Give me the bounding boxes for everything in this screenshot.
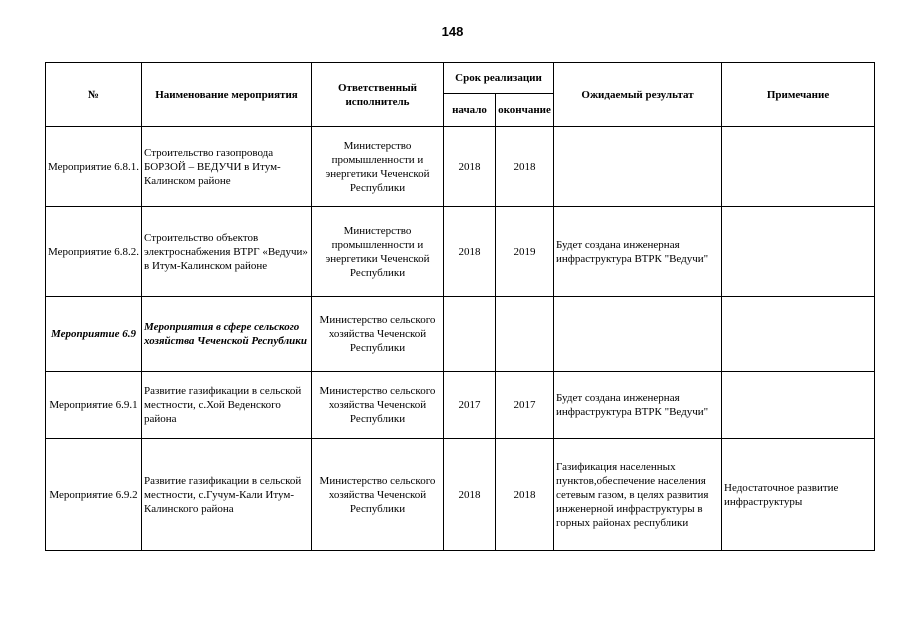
row-activity-name: Развитие газификации в сельской местности, с.Хой Веденского района (142, 372, 312, 439)
header-activity-name: Наименование мероприятия (142, 63, 312, 127)
row-executor: Министерство сельского хозяйства Чеченской Республики (312, 439, 444, 551)
row-number: Мероприятие 6.9 (46, 297, 142, 372)
table-row (46, 439, 875, 551)
row-executor: Министерство сельского хозяйства Чеченской Республики (312, 297, 444, 372)
header-end: окончание (496, 94, 554, 127)
row-end: 2018 (496, 127, 554, 207)
header-number: № (46, 63, 142, 127)
row-end: 2019 (496, 207, 554, 297)
row-end: 2017 (496, 372, 554, 439)
row-expected-result (554, 127, 722, 207)
activities-table (45, 62, 875, 551)
row-note: Недостаточное развитие инфраструктуры (722, 439, 875, 551)
row-start: 2018 (444, 127, 496, 207)
row-executor: Министерство сельского хозяйства Чеченской Республики (312, 372, 444, 439)
table-row-section (46, 297, 875, 372)
row-start: 2018 (444, 439, 496, 551)
table-row (46, 207, 875, 297)
header-expected-result: Ожидаемый результат (554, 63, 722, 127)
row-number: Мероприятие 6.9.1 (46, 372, 142, 439)
row-number: Мероприятие 6.8.1. (46, 127, 142, 207)
row-end: 2018 (496, 439, 554, 551)
row-number: Мероприятие 6.8.2. (46, 207, 142, 297)
row-number: Мероприятие 6.9.2 (46, 439, 142, 551)
row-expected-result: Газификация населенных пунктов,обеспечение населения сетевым газом, в целях развития инженерной инфраструктуры в горных районах республики (554, 439, 722, 551)
row-activity-name: Строительство газопровода БОРЗОЙ – ВЕДУЧИ в Итум-Калинском районе (142, 127, 312, 207)
row-expected-result (554, 297, 722, 372)
table-row (46, 127, 875, 207)
header-period: Срок реализации (444, 63, 554, 94)
header-start: начало (444, 94, 496, 127)
row-activity-name: Мероприятия в сфере сельского хозяйства Чеченской Республики (142, 297, 312, 372)
row-start (444, 297, 496, 372)
row-start: 2018 (444, 207, 496, 297)
row-expected-result: Будет создана инженерная инфраструктура ВТРК "Ведучи" (554, 207, 722, 297)
header-row (46, 63, 875, 94)
row-note (722, 372, 875, 439)
row-activity-name: Строительство объектов электроснабжения ВТРГ «Ведучи» в Итум-Калинском районе (142, 207, 312, 297)
row-executor: Министерство промышленности и энергетики Чеченской Республики (312, 207, 444, 297)
row-start: 2017 (444, 372, 496, 439)
page-number: 148 (441, 24, 464, 39)
header-note: Примечание (722, 63, 875, 127)
row-executor: Министерство промышленности и энергетики Чеченской Республики (312, 127, 444, 207)
row-expected-result: Будет создана инженерная инфраструктура ВТРК "Ведучи" (554, 372, 722, 439)
table-row (46, 372, 875, 439)
header-executor: Ответственный исполнитель (312, 63, 444, 127)
row-note (722, 207, 875, 297)
row-end (496, 297, 554, 372)
row-note (722, 127, 875, 207)
row-note (722, 297, 875, 372)
row-activity-name: Развитие газификации в сельской местности, с.Гучум-Кали Итум-Калинского района (142, 439, 312, 551)
